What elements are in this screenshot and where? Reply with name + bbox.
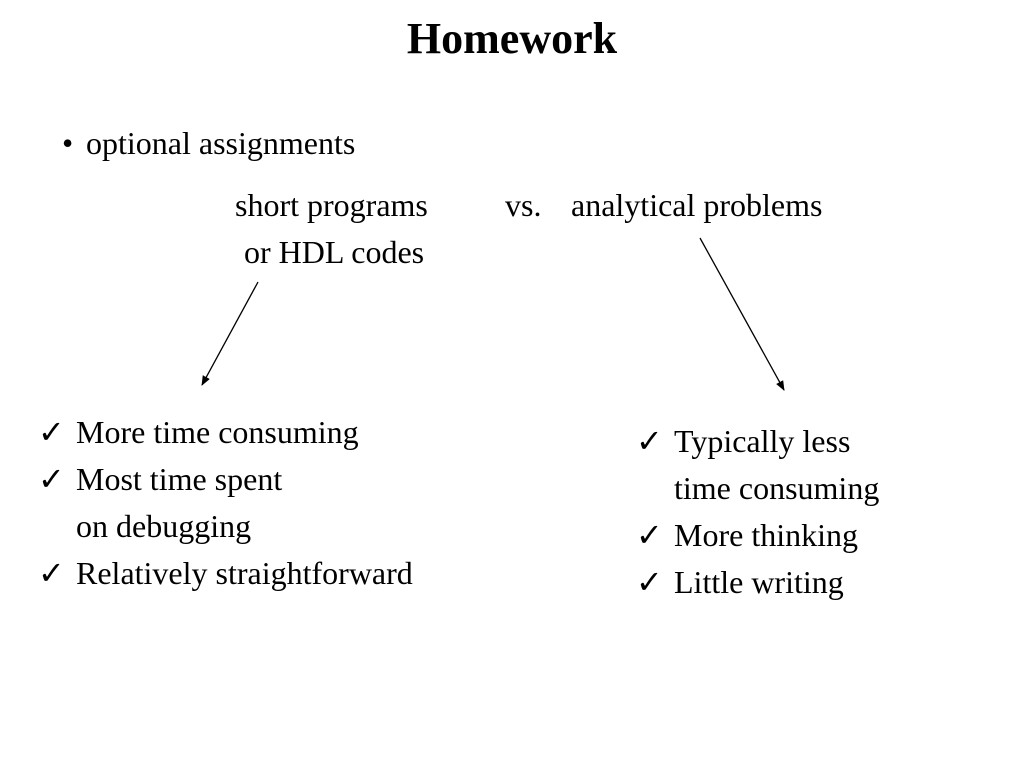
left-heading-line2: or HDL codes xyxy=(244,234,425,270)
right-item-1-continuation: time consuming xyxy=(674,470,880,506)
checkmark-icon: ✓ xyxy=(636,517,663,553)
right-item-2 xyxy=(636,512,879,559)
left-item-3-text: Relatively straightforward xyxy=(76,555,413,591)
right-arrow xyxy=(700,238,784,390)
right-item-2-text: More thinking xyxy=(674,517,858,553)
right-item-1-text: Typically less xyxy=(674,423,851,459)
right-item-3 xyxy=(636,559,879,606)
checkmark-icon: ✓ xyxy=(636,423,663,459)
bullet-text: optional assignments xyxy=(86,125,356,161)
left-item-1 xyxy=(38,409,413,456)
left-checklist xyxy=(38,409,413,597)
vs-separator: vs. xyxy=(505,187,542,223)
right-checklist xyxy=(636,418,879,606)
right-item-3-text: Little writing xyxy=(674,564,844,600)
slide-title: Homework xyxy=(406,14,618,63)
left-item-3 xyxy=(38,550,413,597)
left-arrow xyxy=(202,282,258,385)
left-item-2 xyxy=(38,456,413,503)
left-item-2-continuation: on debugging xyxy=(76,508,252,544)
checkmark-icon: ✓ xyxy=(38,414,65,450)
bullet-marker: • xyxy=(62,125,74,161)
checkmark-icon: ✓ xyxy=(636,564,663,600)
left-heading-line1: short programs xyxy=(235,187,428,223)
right-heading: analytical problems xyxy=(571,187,823,223)
right-item-1 xyxy=(636,418,879,465)
checkmark-icon: ✓ xyxy=(38,461,65,497)
checkmark-icon: ✓ xyxy=(38,555,65,591)
left-item-2-text: Most time spent xyxy=(76,461,283,497)
left-item-1-text: More time consuming xyxy=(76,414,359,450)
